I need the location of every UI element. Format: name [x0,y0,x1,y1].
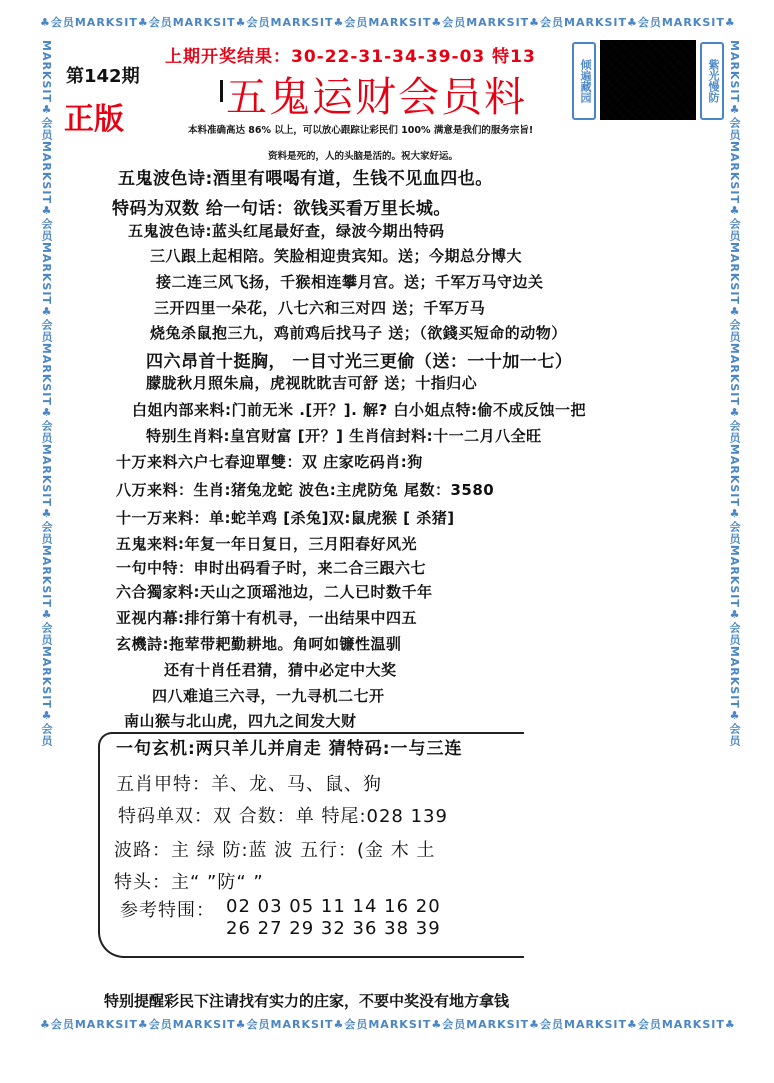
seal-stamp-right: 紫光慢防 [700,42,724,120]
border-left-pattern: MARKSIT♣会员MARKSIT♣会员MARKSIT♣会员MARKSIT♣会员MARKSIT♣会员MARKSIT♣会员MARKSIT♣会员 [40,40,53,747]
content-line: 亚视内幕:排行第十有机寻，一出结果中四五 [116,609,418,627]
content-line: 特码为双数 给一句话：欲钱买看万里长城。 [112,199,451,219]
content-line: 六合獨家料:天山之顶瑶池边，二人已时数千年 [116,583,433,601]
content-line: 三八跟上起相陪。笑脸相迎贵宾知。送；今期总分博大 [150,247,523,265]
content-line: 十一万来料：单:蛇羊鸡 [杀兔]双:鼠虎猴 [ 杀猪] [116,509,455,527]
content-line: 烧兔杀鼠抱三九，鸡前鸡后找马子 送；（欲錢买短命的动物） [150,324,567,342]
content-line: 五鬼波色诗:酒里有喂喝有道，生钱不见血四也。 [118,169,493,189]
content-line: 三开四里一朵花，八七六和三对四 送；千军万马 [154,299,486,317]
content-line: 四八难追三六寻，一九寻机二七开 [152,687,385,705]
qr-code-image [600,40,696,120]
reference-numbers-row-2: 26 27 29 32 36 38 39 [226,918,441,939]
issue-number: 第142期 [66,66,140,87]
edition-label: 正版 [64,102,124,137]
title-divider [220,80,223,102]
border-bottom-pattern: ♣会员MARKSIT♣会员MARKSIT♣会员MARKSIT♣会员MARKSIT♣会员MARKSIT♣会员MARKSIT♣会员MARKSIT♣ [40,1018,736,1031]
odd-even-line: 特码单双：双 合数：单 特尾:028 139 [118,806,448,827]
content-line: 朦胧秋月照朱扁，虎视眈眈吉可舒 送；十指归心 [146,374,478,392]
five-zodiac-line: 五肖甲特：羊、龙、马、鼠、狗 [116,774,382,795]
reference-numbers-row-1: 02 03 05 11 14 16 20 [226,896,441,917]
page-title: 五鬼运财会员料 [226,73,527,121]
footer-reminder: 特别提醒彩民下注请找有实力的庄家，不要中奖没有地方拿钱 [104,992,510,1010]
reference-label: 参考特围： [120,900,215,921]
content-line: 一句中特：申时出码看子时，来二合三跟六七 [116,559,427,577]
seal-stamp-left: 倾遍藏园 [572,42,596,120]
border-top-pattern: ♣会员MARKSIT♣会员MARKSIT♣会员MARKSIT♣会员MARKSIT♣会员MARKSIT♣会员MARKSIT♣会员MARKSIT♣ [40,16,736,29]
content-line: 特别生肖料:皇宫财富 [开？] 生肖信封料:十一二月八全旺 [146,427,542,445]
content-line: 十万来料六户七春迎單雙：双 庄家吃码肖:狗 [116,453,423,471]
border-right-pattern: MARKSIT♣会员MARKSIT♣会员MARKSIT♣会员MARKSIT♣会员MARKSIT♣会员MARKSIT♣会员MARKSIT♣会员 [728,40,741,747]
content-line: 接二连三风飞扬，千猴相连攀月宫。送；千军万马守边关 [156,273,544,291]
riddle-line: 一句玄机:两只羊儿并肩走 猜特码:一与三连 [116,739,463,759]
content-line: 南山猴与北山虎，四九之间发大财 [124,712,357,730]
accuracy-note: 本料准确高达 86% 以上，可以放心跟踪让彩民们 100% 满意是我们的服务宗旨! [188,125,534,136]
content-line: 四六昂首十挺胸， 一目寸光三更偷（送：一十加一七） [146,352,573,372]
content-line: 八万来料：生肖:猪兔龙蛇 波色:主虎防兔 尾数：3580 [116,481,495,499]
content-line: 白姐内部来料:门前无米 .[开？]. 解? 白小姐点特:偷不成反蚀一把 [132,401,586,419]
content-line: 五鬼波色诗:蓝头红尾最好查，绿波今期出特码 [128,222,445,240]
content-line: 玄機詩:拖荤带耙勤耕地。角呵如镰性温驯 [116,635,402,653]
luck-note: 资料是死的，人的头脑是活的。祝大家好运。 [268,151,459,162]
last-draw-result: 上期开奖结果：30-22-31-34-39-03 特13 [165,47,536,67]
head-line: 特头：主“ ”防“ ” [114,872,264,893]
content-line: 五鬼来料:年复一年日复日，三月阳春好风光 [116,535,418,553]
content-line: 还有十肖任君猜，猜中必定中大奖 [164,661,397,679]
wave-line: 波路：主 绿 防:蓝 波 五行：(金 木 土 [114,840,436,861]
